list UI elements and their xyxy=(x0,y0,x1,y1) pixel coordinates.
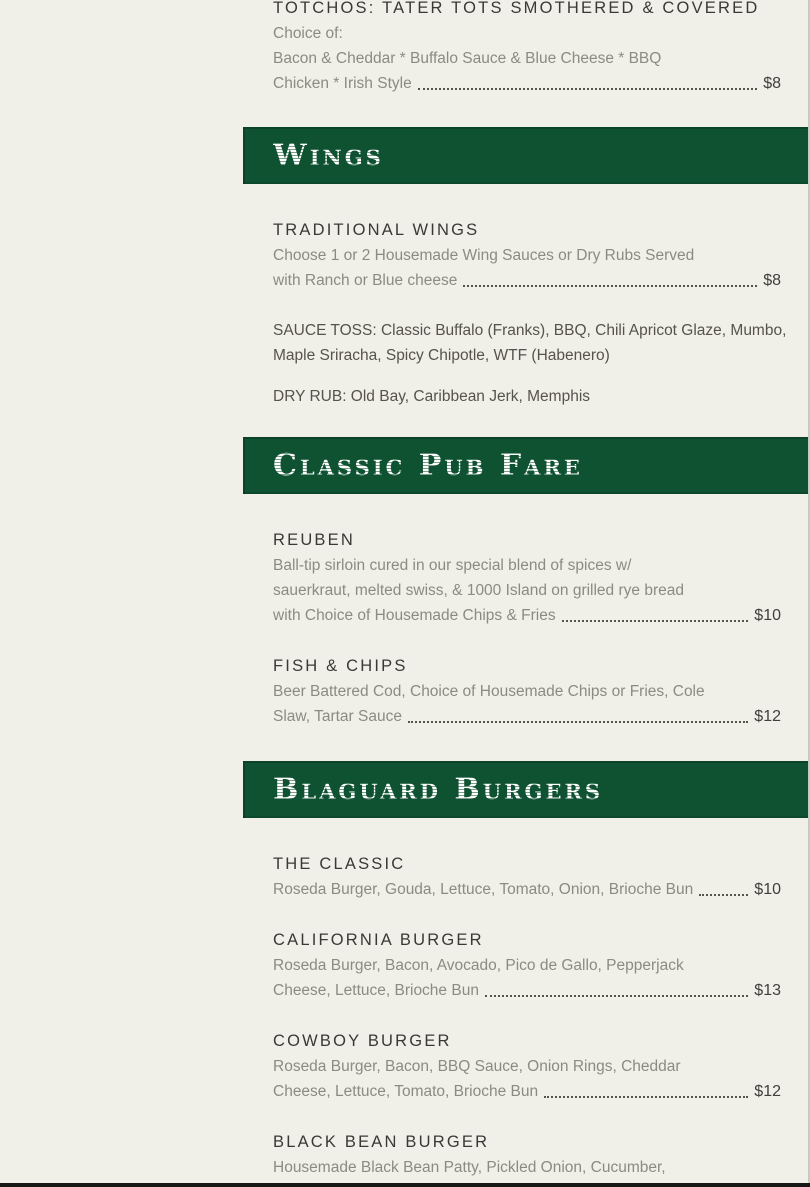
item-description-line: Cheese, Lettuce, Brioche Bun xyxy=(273,982,479,999)
bottom-dark-bar xyxy=(0,1183,810,1187)
item-name: REUBEN xyxy=(273,531,355,549)
dotted-leader xyxy=(699,894,748,896)
note-line: SAUCE TOSS: Classic Buffalo (Franks), BBQ, Chili Apricot Glaze, Mumbo, xyxy=(273,322,787,339)
item-description-line: Slaw, Tartar Sauce xyxy=(273,708,402,725)
dotted-leader xyxy=(562,620,749,622)
item-name: THE CLASSIC xyxy=(273,855,406,873)
item-price: $8 xyxy=(763,75,781,92)
section-band-classic-pub-fare xyxy=(243,437,810,494)
item-price: $12 xyxy=(754,1083,781,1100)
dotted-leader xyxy=(408,721,748,723)
dotted-leader xyxy=(463,285,757,287)
price-row xyxy=(273,268,781,293)
item-description-line: Roseda Burger, Gouda, Lettuce, Tomato, Onion, Brioche Bun xyxy=(273,881,694,898)
item-description-line: Housemade Black Bean Patty, Pickled Onion, Cucumber, xyxy=(273,1159,666,1176)
item-name: FISH & CHIPS xyxy=(273,657,408,675)
item-name: TRADITIONAL WINGS xyxy=(273,221,480,239)
section-band-wings xyxy=(243,127,810,184)
item-description-line: with Ranch or Blue cheese xyxy=(273,272,458,289)
menu-item-the-classic xyxy=(243,851,810,902)
item-price: $8 xyxy=(763,272,781,289)
dry-rub-note xyxy=(243,384,810,409)
sauce-toss-note xyxy=(243,318,810,368)
item-price: $10 xyxy=(754,607,781,624)
price-row xyxy=(273,1079,781,1104)
item-description-line: Bacon & Cheddar * Buffalo Sauce & Blue Cheese * BBQ xyxy=(273,50,662,67)
dotted-leader xyxy=(544,1096,748,1098)
menu-item-fish-and-chips xyxy=(243,653,810,729)
note-line: Maple Sriracha, Spicy Chipotle, WTF (Habenero) xyxy=(273,347,610,364)
section-title: Classic Pub Fare xyxy=(273,447,583,483)
dotted-leader xyxy=(485,995,748,997)
item-price: $13 xyxy=(754,982,781,999)
section-title: Blaguard Burgers xyxy=(273,771,604,807)
item-description-line: Roseda Burger, Bacon, BBQ Sauce, Onion Rings, Cheddar xyxy=(273,1058,681,1075)
item-description-line: Cheese, Lettuce, Tomato, Brioche Bun xyxy=(273,1083,539,1100)
item-name: COWBOY BURGER xyxy=(273,1032,452,1050)
item-description-line: Choice of: xyxy=(273,25,343,42)
menu-item-black-bean-burger xyxy=(243,1129,810,1180)
item-price: $12 xyxy=(754,708,781,725)
item-name: TOTCHOS: TATER TOTS SMOTHERED & COVERED xyxy=(273,0,760,17)
item-description-line: Chicken * Irish Style xyxy=(273,75,412,92)
menu-item-reuben xyxy=(243,527,810,628)
item-description-line: sauerkraut, melted swiss, & 1000 Island on grilled rye bread xyxy=(273,582,684,599)
section-band-blaguard-burgers xyxy=(243,761,810,818)
item-description-line: Ball-tip sirloin cured in our special blend of spices w/ xyxy=(273,557,632,574)
menu-item-california-burger xyxy=(243,927,810,1003)
menu-item-traditional-wings xyxy=(243,217,810,293)
note-line: DRY RUB: Old Bay, Caribbean Jerk, Memphis xyxy=(273,388,591,405)
item-name: CALIFORNIA BURGER xyxy=(273,931,484,949)
item-price: $10 xyxy=(754,881,781,898)
menu-item-cowboy-burger xyxy=(243,1028,810,1104)
section-title: Wings xyxy=(273,137,384,173)
menu-item-totchos xyxy=(243,0,810,96)
item-description-line: Roseda Burger, Bacon, Avocado, Pico de Gallo, Pepperjack xyxy=(273,957,684,974)
price-row xyxy=(273,71,781,96)
price-row xyxy=(273,978,781,1003)
item-name: BLACK BEAN BURGER xyxy=(273,1133,490,1151)
item-description-line: Choose 1 or 2 Housemade Wing Sauces or Dry Rubs Served xyxy=(273,247,695,264)
price-row xyxy=(273,877,781,902)
price-row xyxy=(273,704,781,729)
item-description-line: with Choice of Housemade Chips & Fries xyxy=(273,607,556,624)
dotted-leader xyxy=(418,88,758,90)
price-row xyxy=(273,603,781,628)
menu-column xyxy=(243,0,810,1180)
item-description-line: Beer Battered Cod, Choice of Housemade Chips or Fries, Cole xyxy=(273,683,705,700)
